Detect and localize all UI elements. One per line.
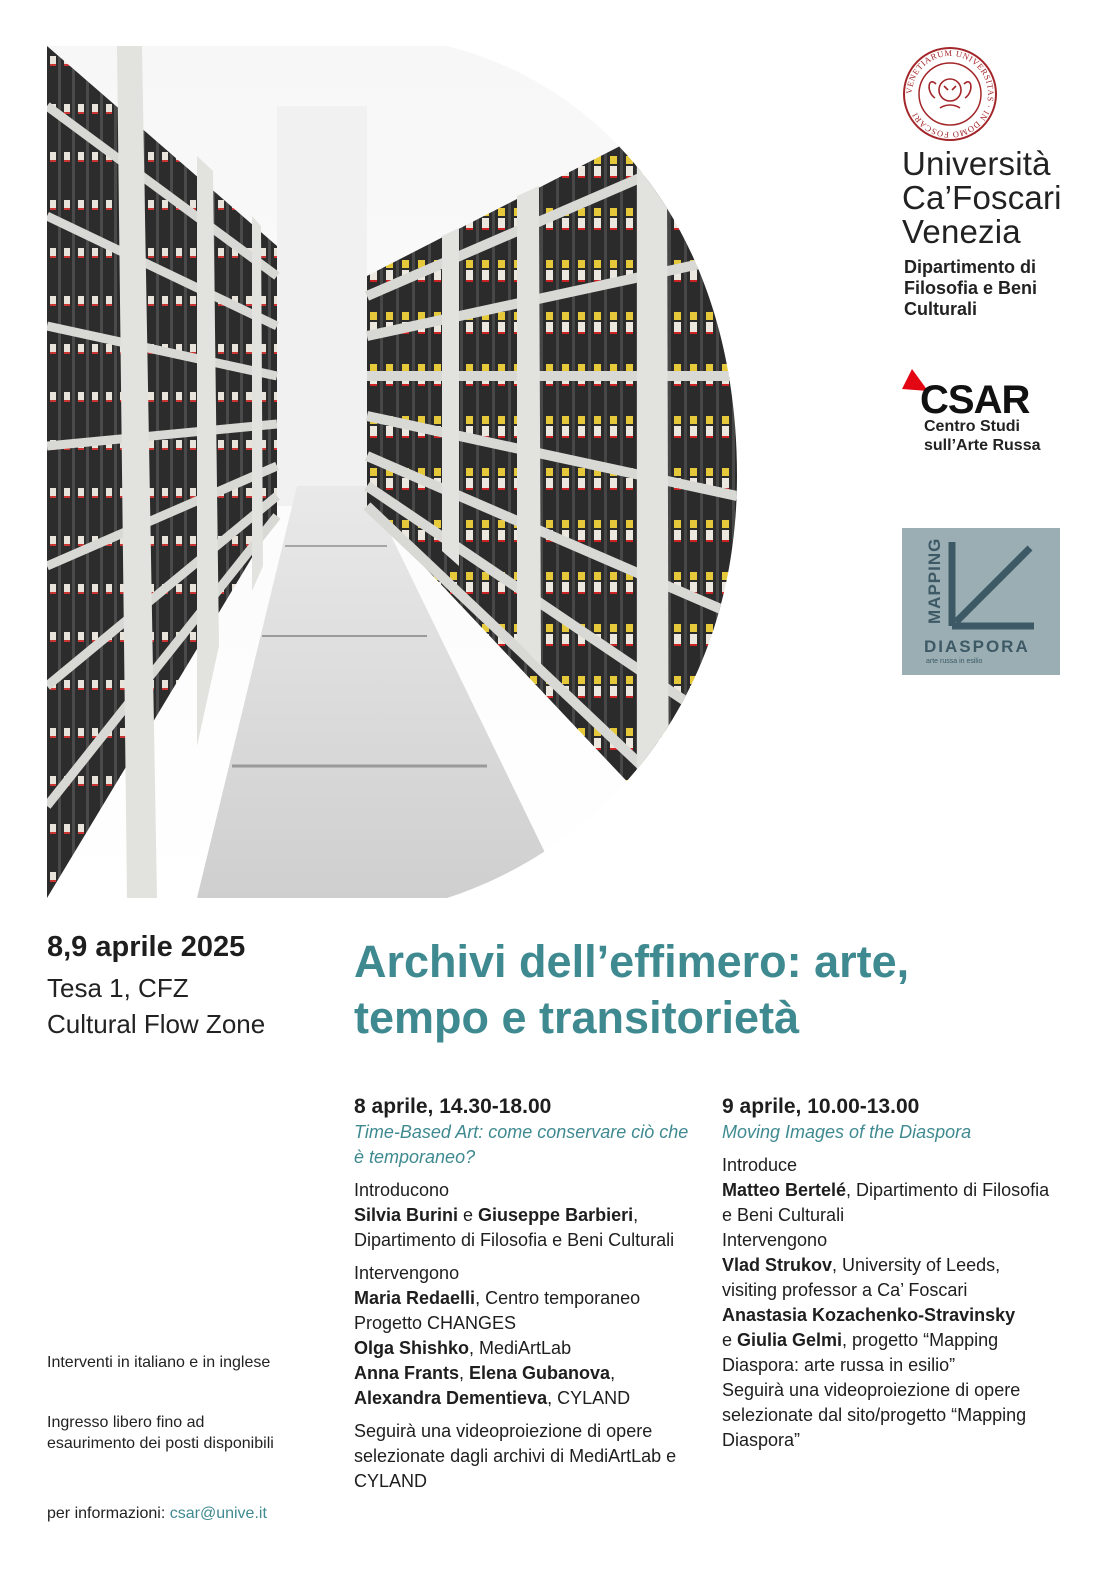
day2-heading: 9 aprile, 10.00-13.00 bbox=[722, 1095, 920, 1118]
day1-speakers-label: Intervengono bbox=[354, 1263, 460, 1283]
event-dates: 8,9 aprile 2025 bbox=[47, 931, 246, 963]
day2-session-title: Moving Images of the Diaspora bbox=[722, 1122, 972, 1142]
day1-speaker-3-name-2: Elena Gubanova bbox=[469, 1363, 611, 1383]
day2-program bbox=[722, 1093, 1052, 1453]
day1-speaker-1-affiliation: , Centro temporaneo Progetto CHANGES bbox=[354, 1288, 641, 1333]
day2-speaker-conj: e bbox=[722, 1330, 738, 1350]
day2-intro-name: Matteo Bertelé bbox=[722, 1180, 847, 1200]
archive-shelves-photo bbox=[47, 46, 737, 898]
day2-intro-label: Introduce bbox=[722, 1155, 798, 1175]
day2-speakers-label: Intervengono bbox=[722, 1230, 828, 1250]
university-name-line-1: Università bbox=[902, 145, 1051, 182]
day2-speaker-3 bbox=[722, 1328, 1052, 1378]
day1-session-title: Time-Based Art: come conservare ciò che è temporaneo? bbox=[354, 1122, 689, 1167]
day2-speaker-1-name: Vlad Strukov bbox=[722, 1255, 833, 1275]
day2-speaker-1-affiliation: , University of Leeds, visiting professor a Ca’ Foscari bbox=[722, 1255, 1001, 1300]
csar-subtitle-line-2: sull’Arte Russa bbox=[924, 437, 1041, 454]
day1-speaker-2-affiliation: , MediArtLab bbox=[469, 1338, 572, 1358]
ca-foscari-seal-logo bbox=[902, 46, 998, 142]
event-title bbox=[354, 934, 1074, 1046]
day1-intro-conj: e bbox=[458, 1205, 479, 1225]
day1-intro-affiliation: , Dipartimento di Filosofia e Beni Culturali bbox=[354, 1205, 675, 1250]
day1-heading: 8 aprile, 14.30-18.00 bbox=[354, 1095, 552, 1118]
day1-speaker-1 bbox=[354, 1286, 699, 1336]
day1-program bbox=[354, 1093, 699, 1494]
day1-intro-label: Introducono bbox=[354, 1180, 450, 1200]
day1-speaker-3 bbox=[354, 1361, 699, 1411]
day2-intro-affiliation: , Dipartimento di Filosofia e Beni Culturali bbox=[722, 1180, 1050, 1225]
title-line-2: tempo e transitorietà bbox=[354, 992, 800, 1043]
day2-intro bbox=[722, 1178, 1052, 1228]
day1-intro-name-1: Silvia Burini bbox=[354, 1205, 459, 1225]
day2-speaker-2-name: Anastasia Kozachenko-Stravinsky bbox=[722, 1305, 1016, 1325]
diaspora-word: DIASPORA bbox=[924, 637, 1030, 656]
day1-closing-note: Seguirà una videoproiezione di opere selezionate dagli archivi di MediArtLab e CYLAND bbox=[354, 1421, 677, 1491]
day2-closing-note: Seguirà una videoproiezione di opere selezionate dal sito/progetto “Mapping Diaspora” bbox=[722, 1380, 1027, 1450]
day2-speaker-3-affiliation: , progetto “Mapping Diaspora: arte russa in esilio” bbox=[722, 1330, 999, 1375]
venue-line-2: Cultural Flow Zone bbox=[47, 1009, 266, 1039]
info-line bbox=[47, 1503, 267, 1524]
department-line-1: Dipartimento di bbox=[904, 257, 1037, 277]
venue-line-1: Tesa 1, CFZ bbox=[47, 973, 189, 1003]
language-note: Interventi in italiano e in inglese bbox=[47, 1354, 271, 1371]
day1-speaker-3-sep-1: , bbox=[459, 1363, 470, 1383]
day1-speaker-3-sep-2: , bbox=[610, 1363, 616, 1383]
day1-speaker-2-name: Olga Shishko bbox=[354, 1338, 470, 1358]
day1-speaker-3-affiliation: , CYLAND bbox=[547, 1388, 631, 1408]
info-label: per informazioni: bbox=[47, 1505, 170, 1522]
university-name-line-3: Venezia bbox=[902, 213, 1021, 250]
entry-note-line-2: esaurimento dei posti disponibili bbox=[47, 1435, 274, 1452]
day1-intro-name-2: Giuseppe Barbieri bbox=[478, 1205, 634, 1225]
mapping-tagline: arte russa in esilio bbox=[926, 658, 983, 665]
university-name-line-2: Ca’Foscari bbox=[902, 179, 1062, 216]
department-line-2: Filosofia e Beni bbox=[904, 278, 1038, 298]
department-line-3: Culturali bbox=[904, 299, 978, 319]
day1-intro bbox=[354, 1203, 699, 1253]
entry-note-line-1: Ingresso libero fino ad bbox=[47, 1414, 205, 1431]
mapping-word: MAPPING bbox=[925, 537, 944, 624]
contact-email-link[interactable]: csar@unive.it bbox=[169, 1505, 267, 1522]
day2-speaker-2 bbox=[722, 1303, 1052, 1328]
day1-speaker-3-name-1: Anna Frants bbox=[354, 1363, 460, 1383]
day2-speaker-1 bbox=[722, 1253, 1052, 1303]
seal-text: VENETIARUM UNIVERSITAS · IN DOMO FOSCARI bbox=[903, 47, 997, 141]
title-line-1: Archivi dell’effimero: arte, bbox=[354, 936, 910, 987]
csar-subtitle-line-1: Centro Studi bbox=[924, 418, 1020, 435]
day2-speaker-3-name: Giulia Gelmi bbox=[737, 1330, 843, 1350]
day1-speaker-1-name: Maria Redaelli bbox=[354, 1288, 476, 1308]
csar-logo bbox=[902, 369, 1032, 419]
csar-wordmark: CSAR bbox=[920, 378, 1030, 419]
day1-speaker-3-name-3: Alexandra Dementieva bbox=[354, 1388, 548, 1408]
mapping-diaspora-logo bbox=[902, 528, 1060, 675]
day1-speaker-2 bbox=[354, 1336, 699, 1361]
